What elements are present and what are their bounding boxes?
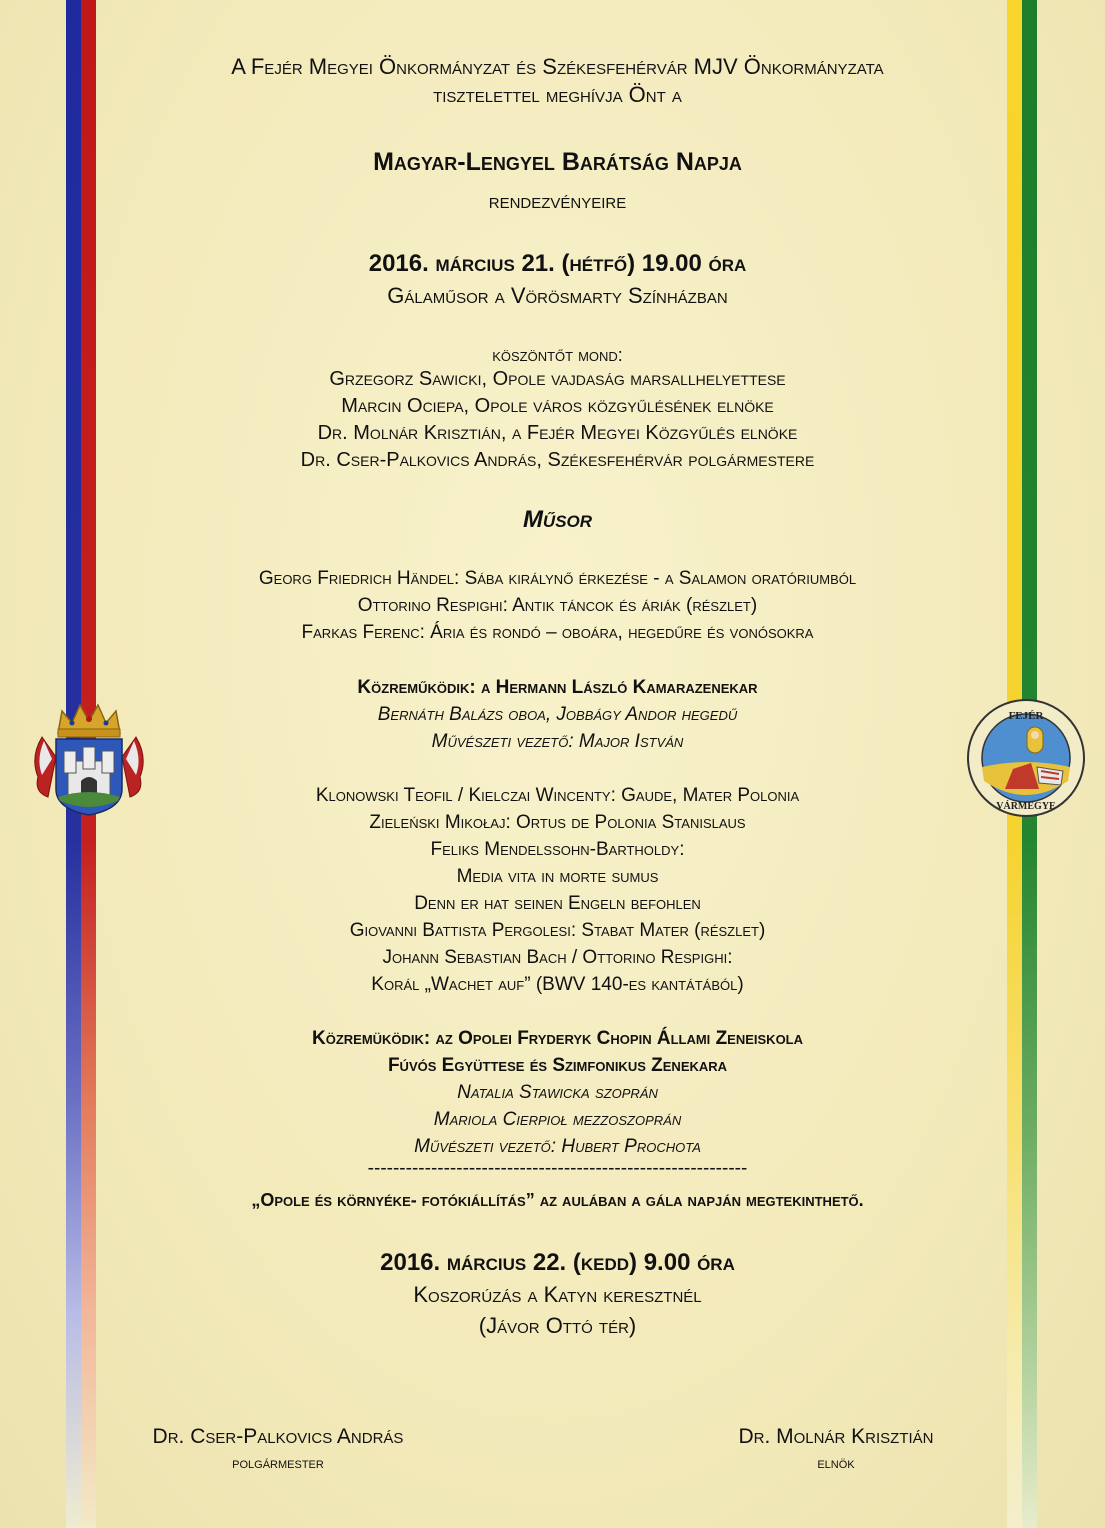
day2-place: (Jávor Ottó tér) [478,1313,637,1338]
signature-left-name: Dr. Cser-Palkovics András [152,1425,404,1448]
speaker-1 [110,368,1005,391]
piece-9: Giovanni Battista Pergolesi: Stabat Mater (részlet) [349,920,766,941]
piece-4: Klonowski Teofil / Kielczai Wincenty: Gaude, Mater Polonia [315,785,800,806]
piece-6: Feliks Mendelssohn-Bartholdy: [430,839,685,860]
performer-1-director: Művészeti vezető: Major István [431,731,684,752]
piece-2: Ottorino Respighi: Antik táncok és áriák (részlet) [357,595,758,616]
performer-2-director: Művészeti vezető: Hubert Prochota [414,1136,701,1157]
signature-right [700,1425,972,1473]
day1-venue: Gálaműsor a Vörösmarty Színházban [387,283,728,308]
speaker-1-name: Grzegorz Sawicki, [329,368,488,390]
seal-bottom-text: VÁRMEGYE [996,801,1056,812]
exhibition-note: „Opole és környéke- fotókiállítás” az aulában a gála napján megtekinthető. [251,1190,864,1210]
header-line-2: tisztelettel meghívja Önt a [433,82,682,107]
performer-2-soloist-2: Mariola Cierpioł mezzoszoprán [433,1109,682,1130]
performer-2-soloist-1: Natalia Stawicka szoprán [457,1082,658,1103]
piece-1: Georg Friedrich Händel: Sába királynő érkezése - a Salamon oratóriumból [258,568,857,589]
piece-7: Media vita in morte sumus [456,866,659,887]
signature-right-name: Dr. Molnár Krisztián [738,1425,934,1448]
signature-left-title: polgármester [232,1455,324,1472]
speaker-4-role: Székesfehérvár polgármestere [541,449,815,471]
day2-date: 2016. március 22. (kedd) 9.00 óra [380,1249,735,1276]
signature-right-title: elnök [817,1455,855,1472]
performer-2-label-2: Fúvós Együttese és Szimfonikus Zenekara [387,1055,728,1076]
speaker-2 [110,395,1005,418]
speaker-4 [110,449,1005,472]
speaker-2-name: Marcin Ociepa, [341,395,470,417]
piece-3: Farkas Ferenc: Ária és rondó – oboára, hegedűre és vonósokra [301,622,814,643]
performer-1-soloists: Bernáth Balázs oboa, Jobbágy Andor hegedű [377,704,738,725]
performer-2-label-1: Közremüködik: az Opolei Fryderyk Chopin Állami Zeneiskola [311,1028,804,1049]
event-title: Magyar-Lengyel Barátság Napja [373,148,742,176]
speeches-intro: köszöntőt mond: [492,345,623,365]
speaker-3-name: Dr. Molnár Krisztián, [317,422,507,444]
seal-top-text: FEJÉR [1008,710,1044,722]
speaker-3 [110,422,1005,445]
event-subtitle: rendezvényeire [488,188,627,213]
day2-event: Koszorúzás a Katyn keresztnél [413,1282,702,1307]
performer-1-label: Közreműködik: a Hermann László Kamarazenekar [357,677,758,698]
speaker-1-role: Opole vajdaság marsallhelyettese [487,368,786,390]
piece-11: Korál „Wachet auf” (BWV 140-es kantátából) [371,974,744,995]
divider: ------------------------------------------------------------ [367,1158,748,1179]
program-heading: Műsor [522,506,593,533]
day1-date: 2016. március 21. (hétfő) 19.00 óra [368,250,747,277]
speaker-2-role: Opole város közgyűlésének elnöke [469,395,774,417]
piece-10: Johann Sebastian Bach / Ottorino Respighi: [382,947,733,968]
speaker-3-role: a Fejér Megyei Közgyűlés elnöke [506,422,798,444]
header-line-1: A Fejér Megyei Önkormányzat és Székesfehérvár MJV Önkormányzata [231,54,884,79]
piece-5: Zieleński Mikołaj: Ortus de Polonia Stanislaus [369,812,746,833]
speaker-4-name: Dr. Cser-Palkovics András, [300,449,542,471]
signature-left [108,1425,448,1473]
piece-8: Denn er hat seinen Engeln befohlen [414,893,701,914]
